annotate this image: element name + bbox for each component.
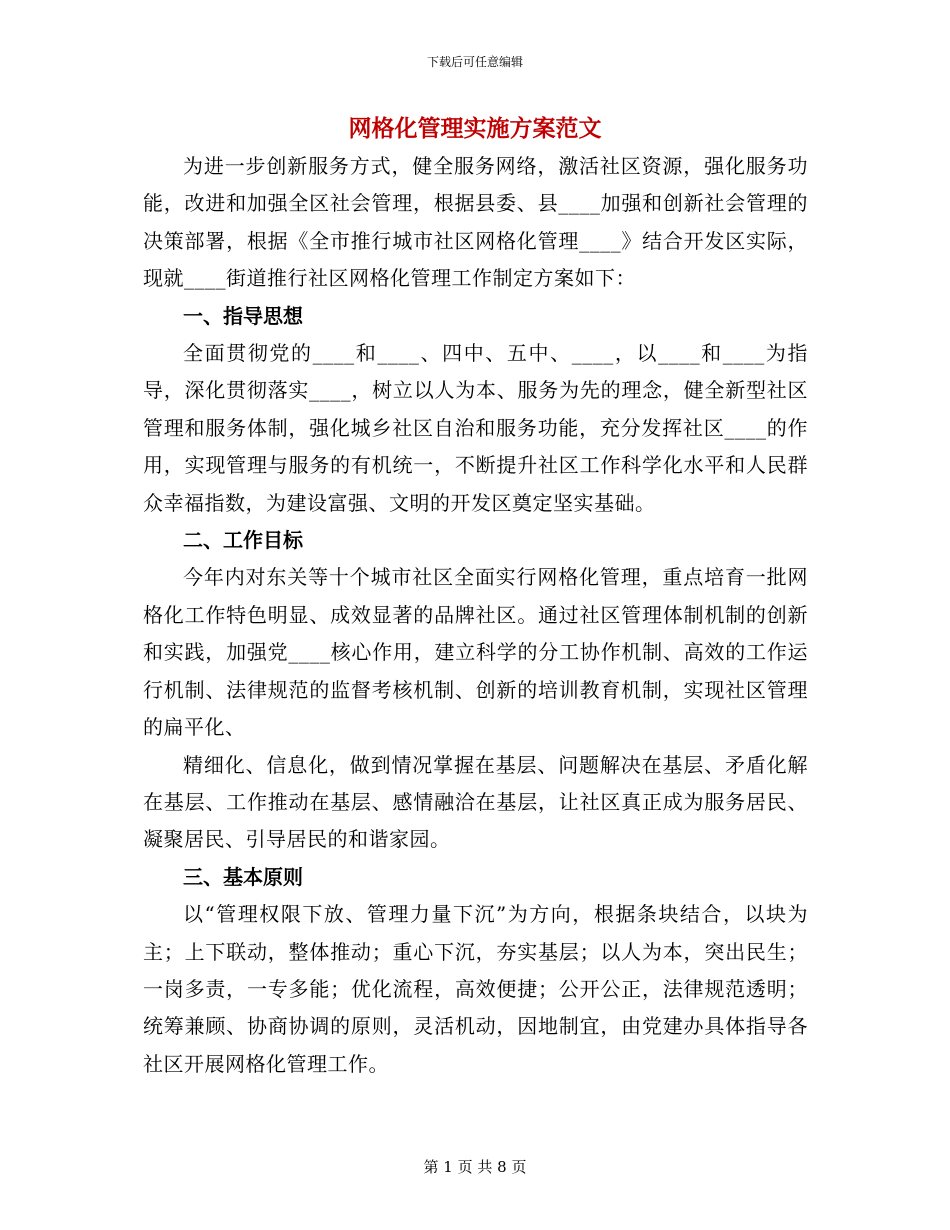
header-note: 下载后可任意编辑 <box>426 55 523 69</box>
intro-paragraph: 为进一步创新服务方式，健全服务网络，激活社区资源，强化服务功能，改进和加强全区社会管理，根据县委、县____加强和创新社会管理的决策部署，根据《全市推行城市社区网格化管理____》结合开发区实际，现就____街道推行社区网格化管理工作制定方案如下： <box>143 154 808 291</box>
document-body <box>143 148 808 1083</box>
section-heading-2: 二、工作目标 <box>183 528 303 553</box>
document-title: 网格化管理实施方案范文 <box>348 115 602 142</box>
section-heading-3: 三、基本原则 <box>183 864 303 889</box>
page-number-footer: 第 1 页 共 8 页 <box>423 1158 527 1176</box>
section-2-paragraph-1: 今年内对东关等十个城市社区全面实行网格化管理，重点培育一批网格化工作特色明显、成效显著的品牌社区。通过社区管理体制机制的创新和实践，加强党____核心作用，建立科学的分工协作机制、高效的工作运行机制、法律规范的监督考核机制、创新的培训教育机制，实现社区管理的扁平化、 <box>143 565 808 740</box>
section-2-paragraph-2: 精细化、信息化，做到情况掌握在基层、问题解决在基层、矛盾化解在基层、工作推动在基层、感情融洽在基层，让社区真正成为服务居民、凝聚居民、引导居民的和谐家园。 <box>143 752 808 852</box>
section-3-paragraph-1: 以“管理权限下放、管理力量下沉”为方向，根据条块结合，以块为主；上下联动，整体推动；重心下沉，夯实基层；以人为本，突出民生；一岗多责，一专多能；优化流程，高效便捷；公开公正，法律规范透明；统筹兼顾、协商协调的原则，灵活机动，因地制宜，由党建办具体指导各社区开展网格化管理工作。 <box>143 902 808 1076</box>
section-1-paragraph-1: 全面贯彻党的____和____、四中、五中、____，以____和____为指导，深化贯彻落实____，树立以人为本、服务为先的理念，健全新型社区管理和服务体制，强化城乡社区自治和服务功能，充分发挥社区____的作用，实现管理与服务的有机统一，不断提升社区工作科学化水平和人民群众幸福指数，为建设富强、文明的开发区奠定坚实基础。 <box>143 341 808 515</box>
section-heading-1: 一、指导思想 <box>183 303 303 328</box>
